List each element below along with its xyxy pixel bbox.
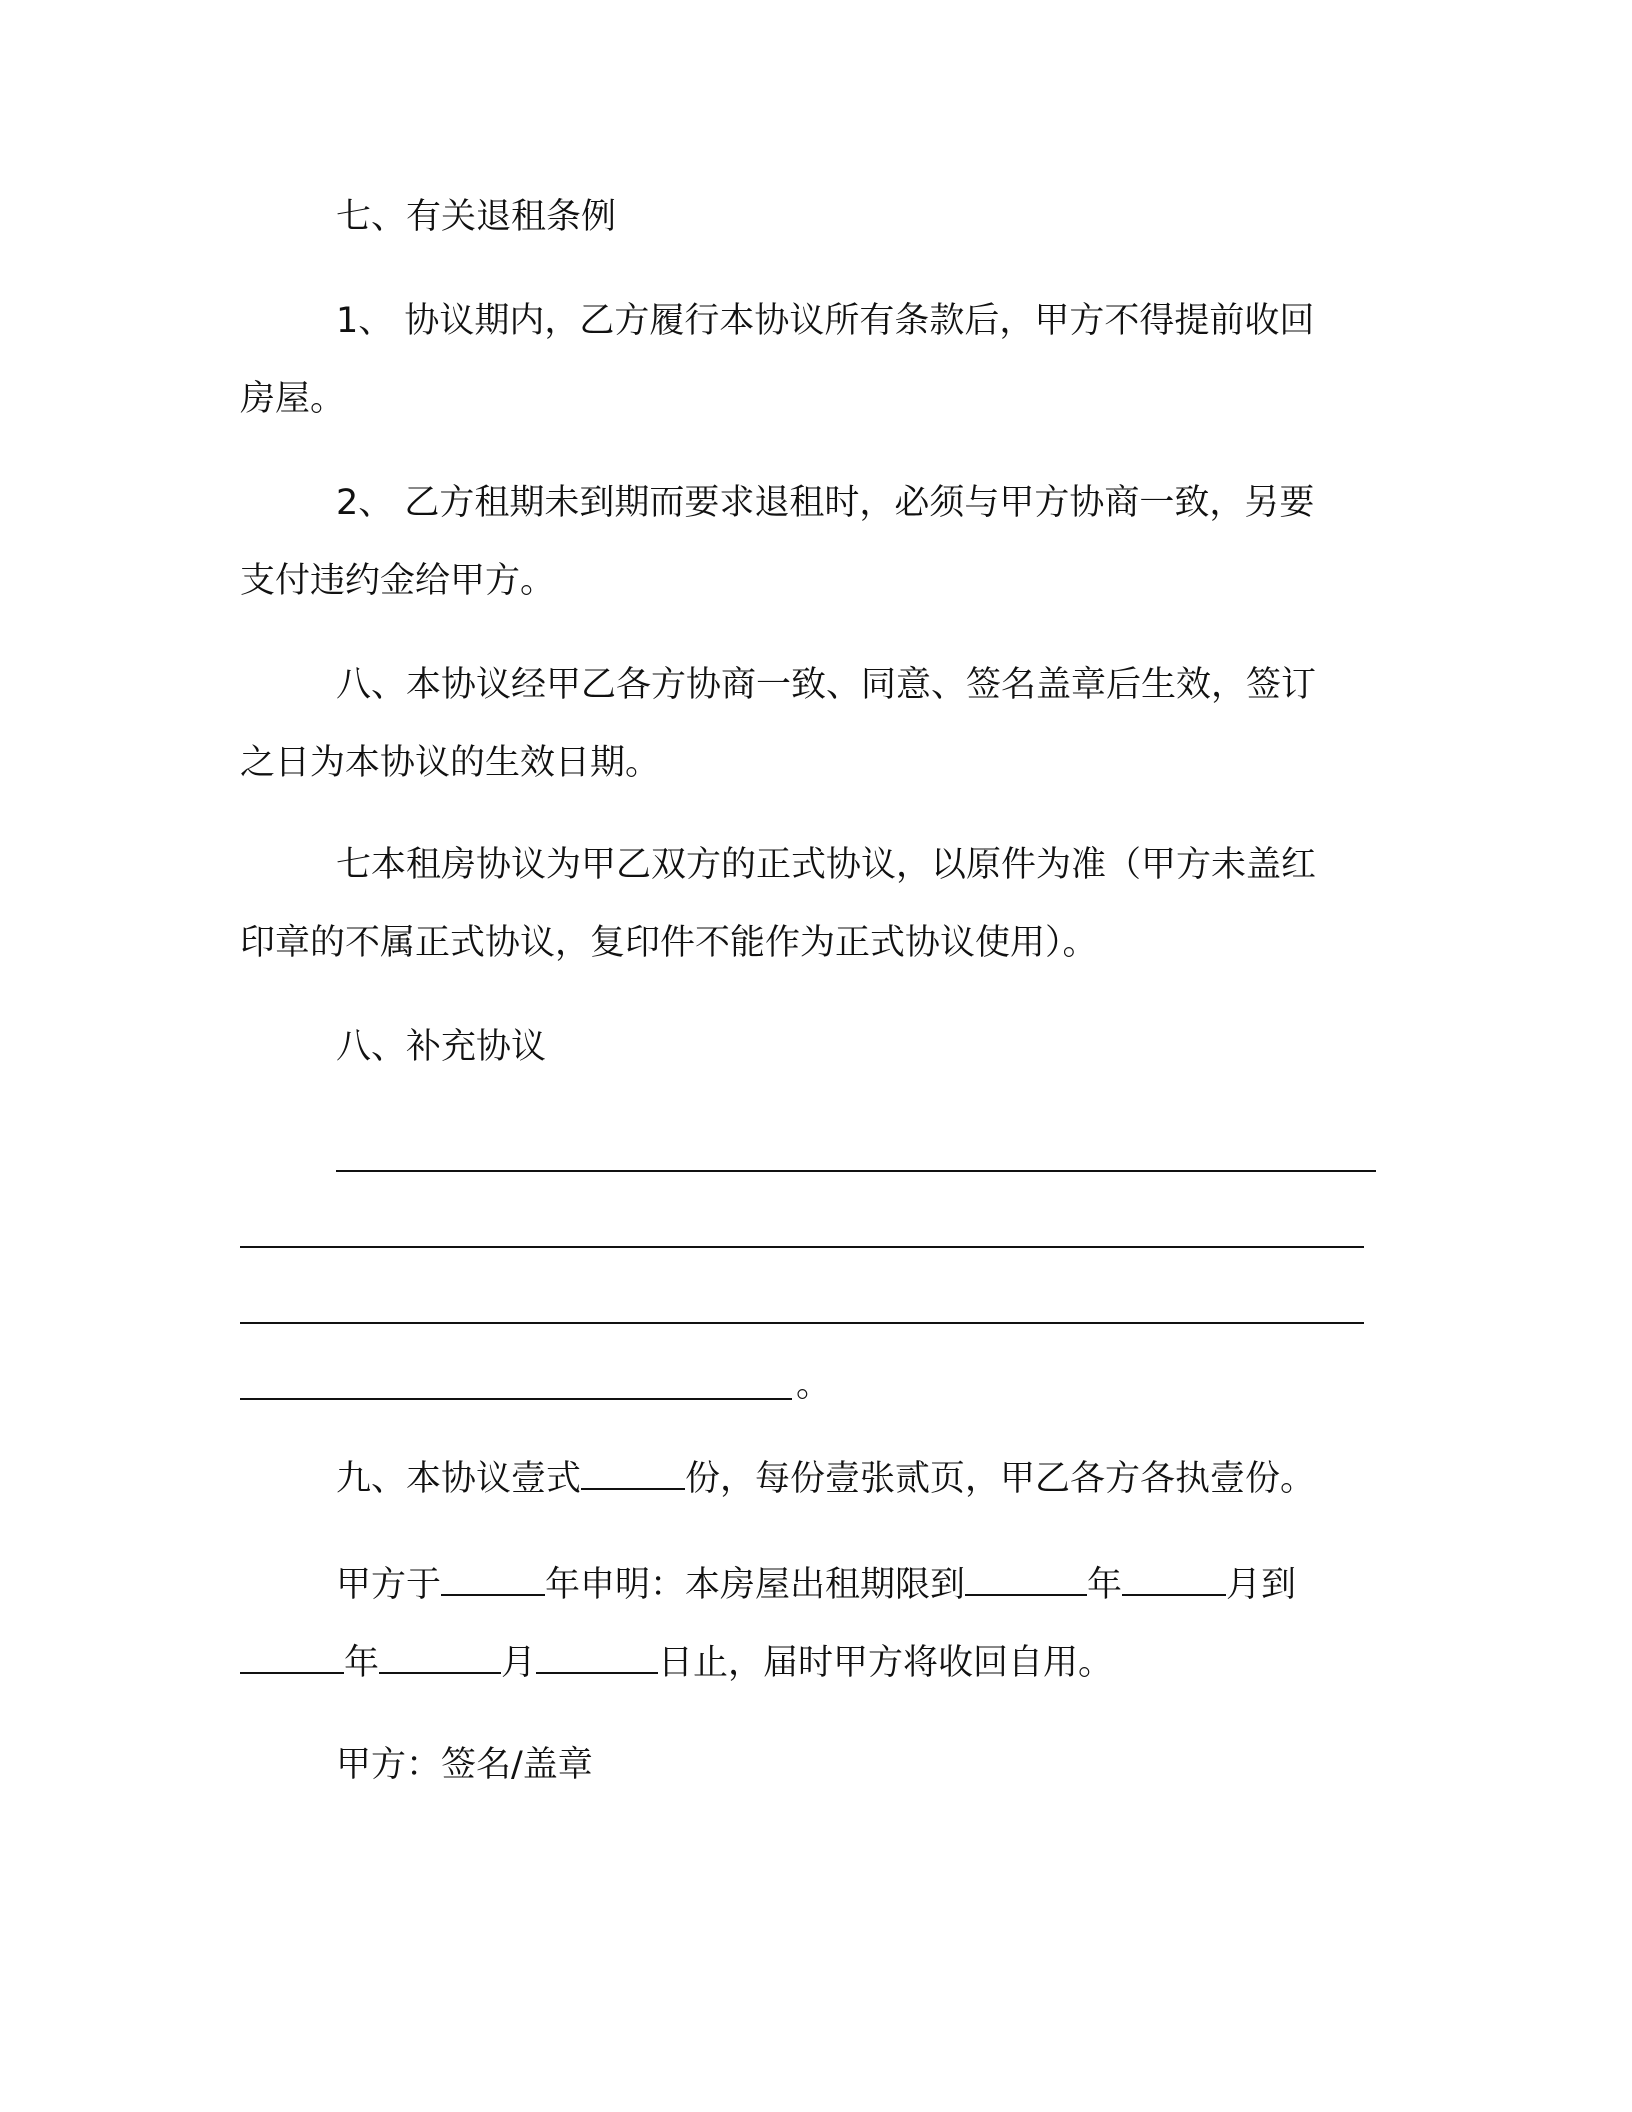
end-month-blank[interactable] (1122, 1564, 1226, 1596)
section-effective-line-2: 之日为本协议的生效日期。 (240, 743, 661, 783)
section-supplementary (240, 1008, 1380, 1086)
section-copies-text-b: 份，每份壹张贰页，甲乙各方各执壹份。 (685, 1459, 1316, 1499)
lease-term-line-1 (240, 1546, 1380, 1624)
section-copies-text-a: 九、本协议壹式 (336, 1459, 582, 1499)
clause-2 (240, 464, 1380, 620)
section-heading-text: 七、有关退租条例 (336, 197, 617, 237)
supplementary-end-mark: 。 (796, 1365, 832, 1405)
to-month-blank[interactable] (379, 1642, 501, 1674)
lease-term-text-a: 甲方于 (336, 1565, 442, 1605)
clause-1 (240, 282, 1380, 438)
party-a-signature-label: 甲方：签名/盖章 (336, 1745, 593, 1785)
to-year-blank[interactable] (240, 1642, 344, 1674)
section-heading-termination (240, 178, 1380, 256)
lease-term-text-f: 月 (501, 1643, 537, 1683)
lease-term-text-d: 月到 (1226, 1565, 1297, 1605)
declare-year-blank[interactable] (441, 1564, 545, 1596)
section-copies-line (240, 1440, 1380, 1518)
section-effective (240, 646, 1380, 802)
lease-term-declaration (240, 1546, 1380, 1702)
clause-1-line-1: 1、 协议期内，乙方履行本协议所有条款后，甲方不得提前收回 (336, 301, 1315, 341)
copies-count-blank[interactable] (581, 1458, 685, 1490)
section-formal-agreement (240, 826, 1380, 982)
supplementary-fill-line-4[interactable] (240, 1398, 792, 1400)
to-day-blank[interactable] (536, 1642, 658, 1674)
section-formal-line-2: 印章的不属正式协议，复印件不能作为正式协议使用）。 (240, 923, 1098, 963)
section-copies (240, 1440, 1380, 1518)
supplementary-fill-line-3[interactable] (240, 1322, 1364, 1324)
clause-2-line-2: 支付违约金给甲方。 (240, 561, 556, 601)
lease-term-line-2 (240, 1624, 1380, 1702)
supplementary-fill-line-1[interactable] (336, 1170, 1376, 1172)
lease-term-text-e: 年 (344, 1643, 380, 1683)
section-effective-line-1: 八、本协议经甲乙各方协商一致、同意、签名盖章后生效，签订 (336, 665, 1317, 705)
end-year-blank[interactable] (965, 1564, 1087, 1596)
lease-term-text-c: 年 (1087, 1565, 1123, 1605)
section-supplementary-text: 八、补充协议 (336, 1027, 547, 1067)
clause-2-line-1: 2、 乙方租期未到期而要求退租时，必须与甲方协商一致，另要 (336, 483, 1315, 523)
supplementary-fill-line-2[interactable] (240, 1246, 1364, 1248)
lease-term-text-b: 年申明：本房屋出租期限到 (545, 1565, 966, 1605)
clause-1-line-2: 房屋。 (240, 379, 346, 419)
section-formal-line-1: 七本租房协议为甲乙双方的正式协议，以原件为准（甲方未盖红 (336, 845, 1317, 885)
lease-term-text-g: 日止，届时甲方将收回自用。 (658, 1643, 1114, 1683)
